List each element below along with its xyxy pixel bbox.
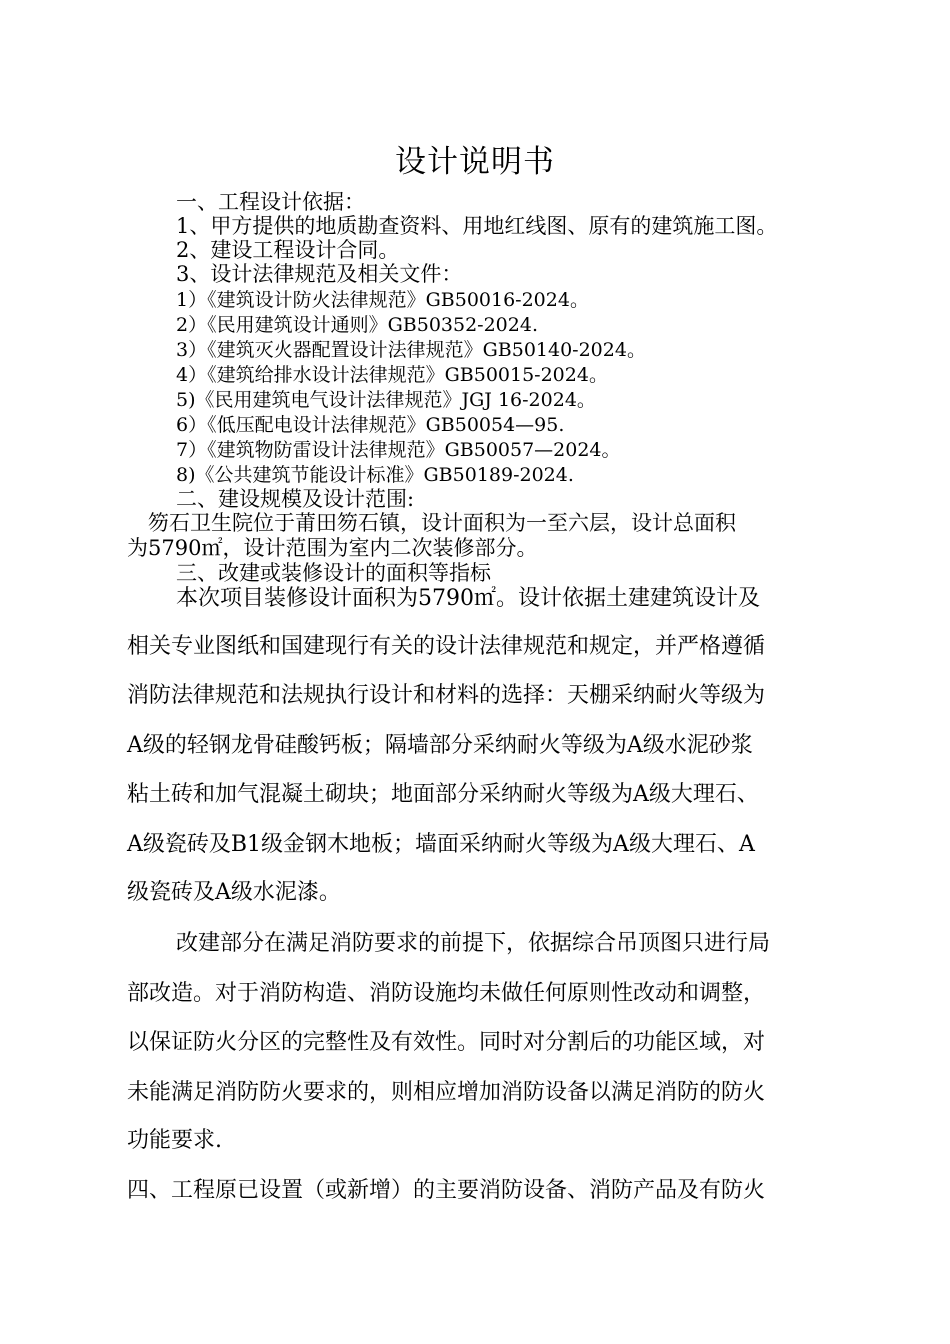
section-2-text: 笏石卫生院位于莆田笏石镇，设计面积为一至六层，设计总面积 [148, 511, 736, 535]
section-3-heading: 三、改建或装修设计的面积等指标 [176, 561, 491, 585]
paragraph-line: 改建部分在满足消防要求的前提下，依据综合吊顶图只进行局 [176, 931, 771, 956]
regulation-item: 5)《民用建筑电气设计法律规范》JGJ 16-2024。 [176, 389, 596, 411]
regulation-item: 8)《公共建筑节能设计标准》GB50189-2024. [176, 464, 574, 486]
paragraph-line: 本次项目装修设计面积为5790㎡。设计依据土建建筑设计及 [176, 586, 760, 611]
section-1-heading: 一、工程设计依据： [176, 190, 365, 214]
document-title: 设计说明书 [395, 144, 555, 180]
regulation-item: 4）《建筑给排水设计法律规范》GB50015-2024。 [176, 364, 608, 386]
paragraph-line: 功能要求. [127, 1128, 222, 1153]
section-2-heading: 二、建设规模及设计范围: [176, 487, 415, 511]
regulation-item: 6）《低压配电设计法律规范》GB50054—95. [176, 414, 565, 436]
paragraph-line: 相关专业图纸和国建现行有关的设计法律规范和规定，并严格遵循 [127, 634, 766, 659]
section-4-heading: 四、工程原已设置（或新增）的主要消防设备、消防产品及有防火 [127, 1178, 766, 1203]
paragraph-line: 以保证防火分区的完整性及有效性。同时对分割后的功能区域，对 [127, 1030, 766, 1055]
regulation-item: 2）《民用建筑设计通则》GB50352-2024. [176, 314, 538, 336]
section-1-item: 1、甲方提供的地质勘查资料、用地红线图、原有的建筑施工图。 [176, 214, 778, 238]
paragraph-line: 级瓷砖及A级水泥漆。 [127, 880, 341, 905]
regulation-item: 3）《建筑灭火器配置设计法律规范》GB50140-2024。 [176, 339, 646, 361]
paragraph-line: 未能满足消防防火要求的，则相应增加消防设备以满足消防的防火 [127, 1080, 766, 1105]
paragraph-line: A级瓷砖及B1级金钢木地板；墙面采纳耐火等级为A级大理石、A [127, 832, 755, 857]
paragraph-line: 部改造。对于消防构造、消防设施均未做任何原则性改动和调整， [127, 981, 766, 1006]
paragraph-line: 粘土砖和加气混凝土砌块；地面部分采纳耐火等级为A级大理石、 [127, 782, 759, 807]
paragraph-line: A级的轻钢龙骨硅酸钙板；隔墙部分采纳耐火等级为A级水泥砂浆 [127, 733, 753, 758]
section-1-item: 2、建设工程设计合同。 [176, 238, 400, 262]
section-2-text: 为5790㎡，设计范围为室内二次装修部分。 [127, 536, 538, 560]
regulation-item: 1）《建筑设计防火法律规范》GB50016-2024。 [176, 289, 589, 311]
section-1-item: 3、设计法律规范及相关文件： [176, 262, 463, 286]
regulation-item: 7）《建筑物防雷设计法律规范》GB50057—2024。 [176, 439, 621, 461]
paragraph-line: 消防法律规范和法规执行设计和材料的选择：天棚采纳耐火等级为 [127, 683, 766, 708]
